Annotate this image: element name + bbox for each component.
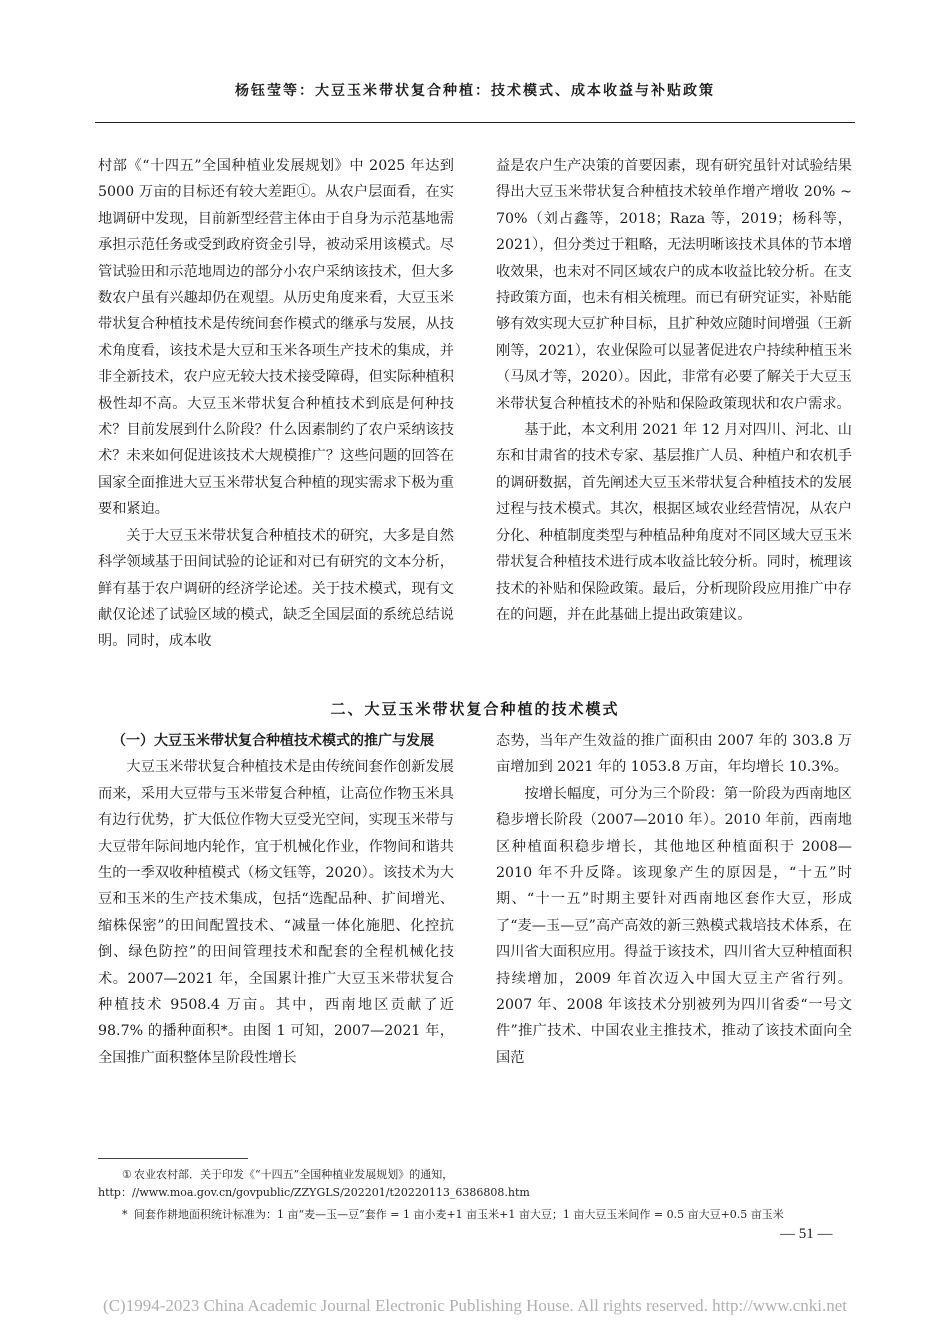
section-title: 二、大豆玉米带状复合种植的技术模式 [330,700,620,718]
paragraph: 按增长幅度，可分为三个阶段：第一阶段为西南地区稳步增长阶段（2007—2010 年）。2010 年前，西南地区种植面积稳步增长，其他地区种植面积于 2008—2010 年不升反降。该现象产生的原因是，“十五”时期、“十一五”时期主要针对西南地区套作大豆，形成了“麦—玉—豆”高产高效的新三熟模式栽培技术体系，在四川省大面积应用。得益于该技术，四川省大豆种植面积持续增加，2009 年首次迈入中国大豆主产省行列。2007 年、2008 年该技术分别被列为四川省委“一号文件”推广技术、中国农业主推技术，推动了该技术面向全国范 [496,785,852,1066]
copyright-watermark: (C)1994-2023 China Academic Journal Electronic Publishing House. All rights reserved. http://www.cnki.net [103,1296,847,1315]
right-column-bottom [496,728,852,1071]
footnote-divider [98,1158,248,1159]
right-column-top [496,153,852,628]
paragraph: 基于此，本文利用 2021 年 12 月对四川、河北、山东和甘肃省的技术专家、基层推广人员、种植户和农机手的调研数据，首先阐述大豆玉米带状复合种植技术的发展过程与技术模式。其次，根据区域农业经营情况，从农户分化、种植制度类型与种植品种角度对不同区域大豆玉米带状复合种植技术进行成本收益比较分析。同时，梳理该技术的补贴和保险政策。最后，分析现阶段应用推广中存在的问题，并在此基础上提出政策建议。 [496,422,852,623]
footnote-mark: ① [122,1168,132,1181]
footnote-mark: * [122,1208,128,1221]
paragraph: 关于大豆玉米带状复合种植技术的研究，大多是自然科学领域基于田间试验的论证和对已有研究的文本分析，鲜有基于农户调研的经济学论述。关于技术模式，现有文献仅论述了试验区域的模式，缺乏全国层面的系统总结说明。同时，成本收 [98,527,454,650]
paragraph: 村部《“十四五”全国种植业发展规划》中 2025 年达到 5000 万亩的目标还有较大差距①。从农户层面看，在实地调研中发现，目前新型经营主体由于自身为示范基地需承担示范任务或受到政府资金引导，被动采用该模式。尽管试验田和示范地周边的部分小农户采纳该技术，但大多数农户虽有兴趣却仍在观望。从历史角度来看，大豆玉米带状复合种植技术是传统间套作模式的继承与发展，从技术角度看，该技术是大豆和玉米各项生产技术的集成，并非全新技术，农户应无较大技术接受障碍，但实际种植积极性却不高。大豆玉米带状复合种植技术到底是何种技术？目前发展到什么阶段？什么因素制约了农户采纳该技术？未来如何促进该技术大规模推广？这些问题的回答在国家全面推进大豆玉米带状复合种植的现实需求下极为重要和紧迫。 [98,158,454,518]
page-number: — 51 — [780,1226,833,1242]
footnote-text: 农业农村部．关于印发《“十四五”全国种植业发展规划》的通知，http：//www.moa.gov.cn/govpublic/ZZYGLS/202201/t20220113_6386808.htm [98,1168,530,1199]
running-title: 杨钰莹等：大豆玉米带状复合种植：技术模式、成本收益与补贴政策 [235,83,715,99]
header-divider [95,122,855,123]
footnote-2 [98,1206,858,1224]
subsection-title: （一）大豆玉米带状复合种植技术模式的推广与发展 [112,733,434,749]
left-column-top [98,153,454,655]
footnote-text: 间套作耕地面积统计标准为：1 亩“麦—玉—豆”套作 = 1 亩小麦+1 亩玉米+1 亩大豆；1 亩大豆玉米间作 = 0.5 亩大豆+0.5 亩玉米 [134,1208,784,1221]
paragraph: 态势，当年产生效益的推广面积由 2007 年的 303.8 万亩增加到 2021 年的 1053.8 万亩，年均增长 10.3%。 [496,733,852,776]
footnote-1 [98,1166,858,1202]
paragraph: 益是农户生产决策的首要因素，现有研究虽针对试验结果得出大豆玉米带状复合种植技术较单作增产增收 20% ~ 70%（刘占鑫等，2018；Raza 等，2019；杨科等，2021），但分类过于粗略，无法明晰该技术具体的节本增收效果，也未对不同区域农户的成本收益比较分析。在支持政策方面，也未有相关梳理。而已有研究证实，补贴能够有效实现大豆扩种目标，且扩种效应随时间增强（王新刚等，2021），农业保险可以显著促进农户持续种植玉米（马凤才等，2020）。因此，非常有必要了解关于大豆玉米带状复合种植技术的补贴和保险政策现状和农户需求。 [496,158,852,412]
paragraph: 大豆玉米带状复合种植技术是由传统间套作创新发展而来，采用大豆带与玉米带复合种植，让高位作物玉米具有边行优势，扩大低位作物大豆受光空间，实现玉米带与大豆带年际间地内轮作，宜于机械化作业，作物间和谐共生的一季双收种植模式（杨文钰等，2020）。该技术为大豆和玉米的生产技术集成，包括“选配品种、扩间增光、缩株保密”的田间配置技术、“减量一体化施肥、化控抗倒、绿色防控”的田间管理技术和配套的全程机械化技术。2007—2021 年，全国累计推广大豆玉米带状复合种植技术 9508.4 万亩。其中，西南地区贡献了近 98.7% 的播种面积*。由图 1 可知，2007—2021 年，全国推广面积整体呈阶段性增长 [98,759,454,1066]
left-column-bottom [98,728,454,1071]
